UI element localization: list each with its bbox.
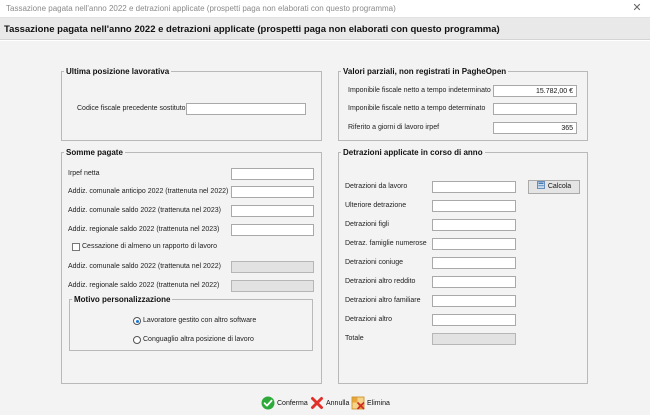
calcola-label: Calcola bbox=[547, 183, 572, 190]
conferma-button[interactable] bbox=[261, 396, 309, 412]
dialog-footer bbox=[0, 388, 650, 415]
conferma-label: Conferma bbox=[277, 400, 308, 407]
radio-altro-software-label: Lavoratore gestito con altro software bbox=[143, 317, 257, 324]
imponibile-indeterminato-input[interactable]: 15.782,00 € bbox=[493, 85, 577, 97]
totale-label: Totale bbox=[345, 335, 364, 342]
addiz-comunale-anticipo-label: Addiz. comunale anticipo 2022 (trattenuta nel 2022) bbox=[68, 188, 229, 195]
addiz-regionale-saldo-label: Addiz. regionale saldo 2022 (trattenuta nel 2023) bbox=[68, 226, 220, 233]
red-x-icon bbox=[310, 396, 324, 410]
imponibile-determinato-input[interactable] bbox=[493, 103, 577, 115]
radio-altro-software[interactable] bbox=[133, 317, 141, 325]
ulteriore-detrazione-input[interactable] bbox=[432, 200, 516, 212]
detrazioni-figli-input[interactable] bbox=[432, 219, 516, 231]
famiglie-numerose-input[interactable] bbox=[432, 238, 516, 250]
elimina-button[interactable] bbox=[351, 396, 395, 412]
somme-pagate-legend: Somme pagate bbox=[66, 148, 123, 157]
calculator-icon bbox=[537, 181, 545, 189]
cessazione-label: Cessazione di almeno un rapporto di lavoro bbox=[82, 243, 218, 250]
ultima-posizione-legend: Ultima posizione lavorativa bbox=[66, 67, 170, 76]
detrazioni-altro-input[interactable] bbox=[432, 314, 516, 326]
detrazioni-altro-label: Detrazioni altro bbox=[345, 316, 393, 323]
check-circle-icon bbox=[261, 396, 275, 410]
dialog-header bbox=[0, 18, 650, 40]
cessazione-checkbox[interactable] bbox=[72, 243, 80, 251]
detrazioni-legend: Detrazioni applicate in corso di anno bbox=[343, 148, 483, 157]
radio-conguaglio-label: Conguaglio altra posizione di lavoro bbox=[143, 336, 254, 343]
imponibile-determinato-label: Imponibile fiscale netto a tempo determinato bbox=[348, 105, 486, 112]
detrazioni-lavoro-label: Detrazioni da lavoro bbox=[345, 183, 408, 190]
elimina-label: Elimina bbox=[367, 400, 390, 407]
detrazioni-altro-familiare-label: Detrazioni altro familiare bbox=[345, 297, 421, 304]
delete-grid-icon bbox=[351, 396, 365, 410]
annulla-button[interactable] bbox=[310, 396, 354, 412]
addiz-comunale-saldo-input[interactable] bbox=[231, 205, 314, 217]
detrazioni-coniuge-input[interactable] bbox=[432, 257, 516, 269]
irpef-netta-label: Irpef netta bbox=[68, 170, 100, 177]
motivo-legend: Motivo personalizzazione bbox=[74, 295, 171, 304]
title-bar bbox=[0, 0, 650, 18]
addiz-comunale-saldo-label: Addiz. comunale saldo 2022 (trattenuta nel 2023) bbox=[68, 207, 221, 214]
codice-fiscale-label: Codice fiscale precedente sostituto bbox=[77, 105, 186, 112]
addiz-comunale-saldo-2022-input bbox=[231, 261, 314, 273]
irpef-netta-input[interactable] bbox=[231, 168, 314, 180]
giorni-lavoro-input[interactable]: 365 bbox=[493, 122, 577, 134]
radio-conguaglio[interactable] bbox=[133, 336, 141, 344]
dialog-heading: Tassazione pagata nell'anno 2022 e detrazioni applicate (prospetti paga non elaborati con questo programma) bbox=[4, 24, 500, 35]
dialog-body bbox=[0, 41, 650, 388]
addiz-comunale-saldo-2022-label: Addiz. comunale saldo 2022 (trattenuta nel 2022) bbox=[68, 263, 221, 270]
detrazioni-figli-label: Detrazioni figli bbox=[345, 221, 389, 228]
detrazioni-altro-reddito-input[interactable] bbox=[432, 276, 516, 288]
detrazioni-coniuge-label: Detrazioni coniuge bbox=[345, 259, 403, 266]
detrazioni-lavoro-input[interactable] bbox=[432, 181, 516, 193]
ulteriore-detrazione-label: Ulteriore detrazione bbox=[345, 202, 407, 209]
valori-parziali-legend: Valori parziali, non registrati in PagheOpen bbox=[343, 67, 507, 76]
addiz-regionale-saldo-input[interactable] bbox=[231, 224, 314, 236]
calcola-button[interactable] bbox=[528, 180, 580, 194]
imponibile-indeterminato-label: Imponibile fiscale netto a tempo indeterminato bbox=[348, 87, 491, 94]
addiz-comunale-anticipo-input[interactable] bbox=[231, 186, 314, 198]
famiglie-numerose-label: Detraz. famiglie numerose bbox=[345, 240, 427, 247]
codice-fiscale-input[interactable] bbox=[186, 103, 306, 115]
addiz-regionale-saldo-2022-input bbox=[231, 280, 314, 292]
close-icon[interactable]: ✕ bbox=[632, 2, 642, 14]
detrazioni-altro-reddito-label: Detrazioni altro reddito bbox=[345, 278, 416, 285]
window-title: Tassazione pagata nell'anno 2022 e detrazioni applicate (prospetti paga non elaborati con questo programma) bbox=[6, 4, 396, 13]
annulla-label: Annulla bbox=[326, 400, 350, 407]
addiz-regionale-saldo-2022-label: Addiz. regionale saldo 2022 (trattenuta nel 2022) bbox=[68, 282, 220, 289]
detrazioni-altro-familiare-input[interactable] bbox=[432, 295, 516, 307]
totale-input bbox=[432, 333, 516, 345]
giorni-lavoro-label: Riferito a giorni di lavoro irpef bbox=[348, 124, 440, 131]
